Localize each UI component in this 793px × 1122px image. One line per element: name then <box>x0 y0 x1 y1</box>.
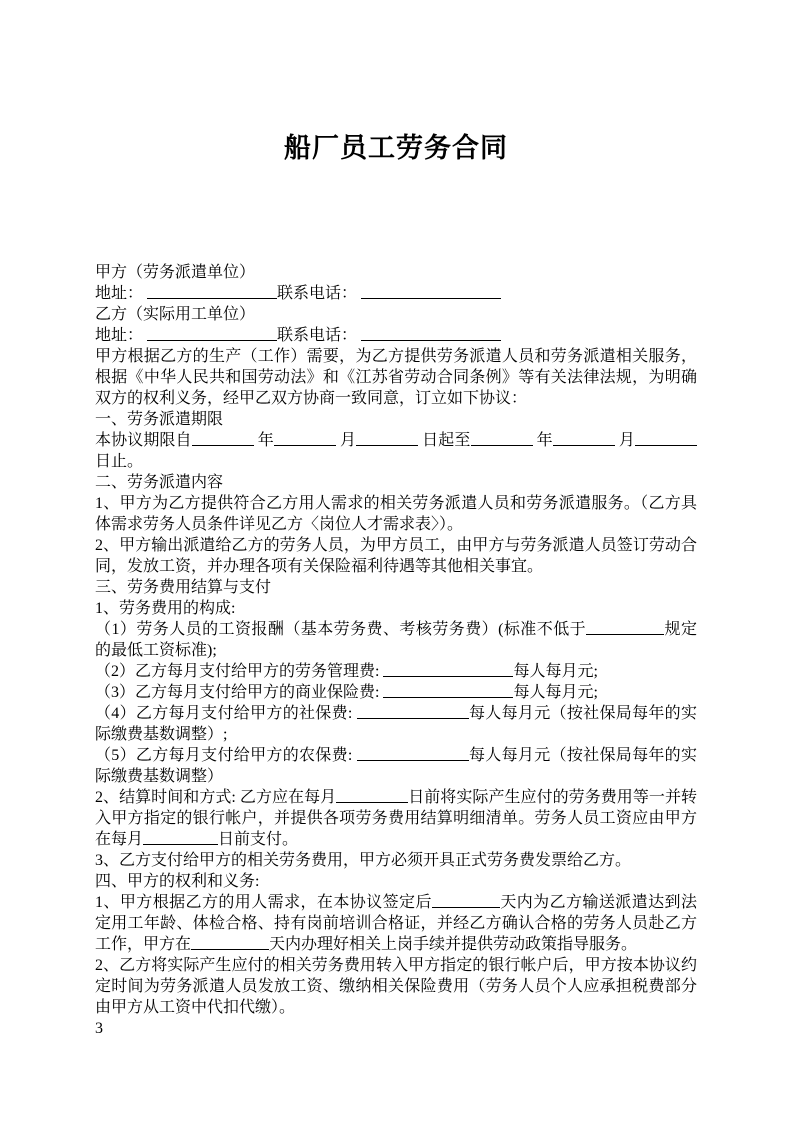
blank-field[interactable] <box>586 620 664 635</box>
blank-field[interactable] <box>361 326 501 341</box>
fee-item-2 <box>95 661 697 682</box>
fee-item-4 <box>95 703 697 745</box>
text-segment: 每人每月元; <box>513 684 598 701</box>
text-segment: 地址： <box>95 285 148 302</box>
invoice-paragraph <box>95 850 697 871</box>
text-segment: 甲方（劳务派遣单位） <box>95 264 256 281</box>
text-segment: 每人每月元; <box>513 663 598 680</box>
section-1-heading <box>95 409 697 430</box>
text-segment: 联系电话： <box>277 285 362 302</box>
blank-field[interactable] <box>147 326 277 341</box>
blank-field[interactable] <box>357 746 469 761</box>
item-4-1 <box>95 892 697 955</box>
text-segment: 甲方根据乙方的生产（工作）需要，为乙方提供劳务派遣人员和劳务派遣相关服务，根据《中华人民共和国劳动法》和《江苏省劳动合同条例》等有关法律法规，为明确双方的权利义务，经甲乙双方协商一致同意，订立如下协议： <box>95 348 697 407</box>
document-body <box>95 262 697 1018</box>
text-segment: （5）乙方每月支付给甲方的农保费: <box>95 747 357 764</box>
blank-field[interactable] <box>357 704 469 719</box>
text-segment: 四、甲方的权利和义务: <box>95 873 260 890</box>
text-segment: 地址： <box>95 327 148 344</box>
blank-field[interactable] <box>432 893 500 908</box>
blank-field[interactable] <box>383 662 513 677</box>
blank-field[interactable] <box>553 431 615 446</box>
blank-field[interactable] <box>143 830 218 845</box>
text-segment: 本协议期限自 <box>95 432 192 449</box>
text-segment: 日起至 <box>418 432 471 449</box>
party-a-line <box>95 262 697 283</box>
fee-item-5 <box>95 745 697 787</box>
text-segment: 年 <box>253 432 274 449</box>
blank-field[interactable] <box>192 431 254 446</box>
section-4-heading <box>95 871 697 892</box>
text-segment: 一、劳务派遣期限 <box>95 411 224 428</box>
text-segment: （2）乙方每月支付给甲方的劳务管理费: <box>95 663 384 680</box>
blank-field[interactable] <box>383 683 513 698</box>
page-number: 3 <box>95 1020 103 1037</box>
party-b-line <box>95 304 697 325</box>
party-a-contact <box>95 283 697 304</box>
text-segment: 日止。 <box>95 453 144 470</box>
text-segment: 2、结算时间和方式: 乙方应在每月 <box>95 789 337 806</box>
text-segment: 天内办理好相关上岗手续并提供劳动政策指导服务。 <box>269 936 638 953</box>
item-2-2 <box>95 535 697 577</box>
text-segment: 3、乙方支付给甲方的相关劳务费用，甲方必须开具正式劳务费发票给乙方。 <box>95 852 632 869</box>
blank-field[interactable] <box>274 431 336 446</box>
text-segment: 二、劳务派遣内容 <box>95 474 224 491</box>
blank-field[interactable] <box>336 788 408 803</box>
text-segment: 日前将实际产生应付的劳务费用等一并转入甲方指定的银行帐户，并提供各项劳务费用结算明细清单。劳务人员工资应由甲方在每月 <box>95 789 697 848</box>
blank-field[interactable] <box>635 431 697 446</box>
text-segment: 规定的最低工资标准); <box>95 621 697 659</box>
blank-field[interactable] <box>361 284 501 299</box>
text-segment: 1、甲方根据乙方的用人需求，在本协议签定后 <box>95 894 432 911</box>
text-segment: （3）乙方每月支付给甲方的商业保险费: <box>95 684 384 701</box>
settlement-paragraph <box>95 787 697 850</box>
text-segment: 2、乙方将实际产生应付的相关劳务费用转入甲方指定的银行帐户后，甲方按本协议约定时间为劳务派遣人员发放工资、缴纳相关保险费用（劳务人员个人应承担税费部分由甲方从工资中代扣代缴）。 <box>95 957 697 1016</box>
fee-item-1 <box>95 619 697 661</box>
term-line <box>95 430 697 472</box>
text-segment: 月 <box>614 432 635 449</box>
text-segment: 1、甲方为乙方提供符合乙方用人需求的相关劳务派遣人员和劳务派遣服务。（乙方具体需求劳务人员条件详见乙方〈岗位人才需求表〉）。 <box>95 495 697 533</box>
text-segment: 月 <box>335 432 357 449</box>
text-segment: 天内为乙方输送派遣达到法定用工年龄、体检合格、持有岗前培训合格证，并经乙方确认合格的劳务人员赴乙方工作，甲方在 <box>95 894 697 953</box>
item-4-2 <box>95 955 697 1018</box>
text-segment: 2、甲方输出派遣给乙方的劳务人员，为甲方员工，由甲方与劳务派遣人员签订劳动合同，发放工资，并办理各项有关保险福利待遇等其他相关事宜。 <box>95 537 697 575</box>
text-segment: 年 <box>532 432 553 449</box>
section-3-heading <box>95 577 697 598</box>
text-segment: 每人每月元（按社保局每年的实际缴费基数调整） <box>95 747 697 785</box>
item-2-1 <box>95 493 697 535</box>
text-segment: （1）劳务人员的工资报酬（基本劳务费、考核劳务费）(标准不低于 <box>95 621 587 638</box>
text-segment: （4）乙方每月支付给甲方的社保费: <box>95 705 357 722</box>
text-segment: 乙方（实际用工单位） <box>95 306 256 323</box>
blank-field[interactable] <box>471 431 533 446</box>
text-segment: 联系电话： <box>277 327 362 344</box>
fee-item-3 <box>95 682 697 703</box>
blank-field[interactable] <box>356 431 418 446</box>
text-segment: 1、劳务费用的构成: <box>95 600 236 617</box>
blank-field[interactable] <box>191 935 269 950</box>
party-b-contact <box>95 325 697 346</box>
text-segment: 每人每月元（按社保局每年的实际缴费基数调整）; <box>95 705 697 743</box>
document-title: 船厂员工劳务合同 <box>284 133 508 163</box>
intro-paragraph <box>95 346 697 409</box>
section-2-heading <box>95 472 697 493</box>
text-segment: 日前支付。 <box>218 831 299 848</box>
fee-composition-heading <box>95 598 697 619</box>
text-segment: 三、劳务费用结算与支付 <box>95 579 272 596</box>
blank-field[interactable] <box>147 284 277 299</box>
